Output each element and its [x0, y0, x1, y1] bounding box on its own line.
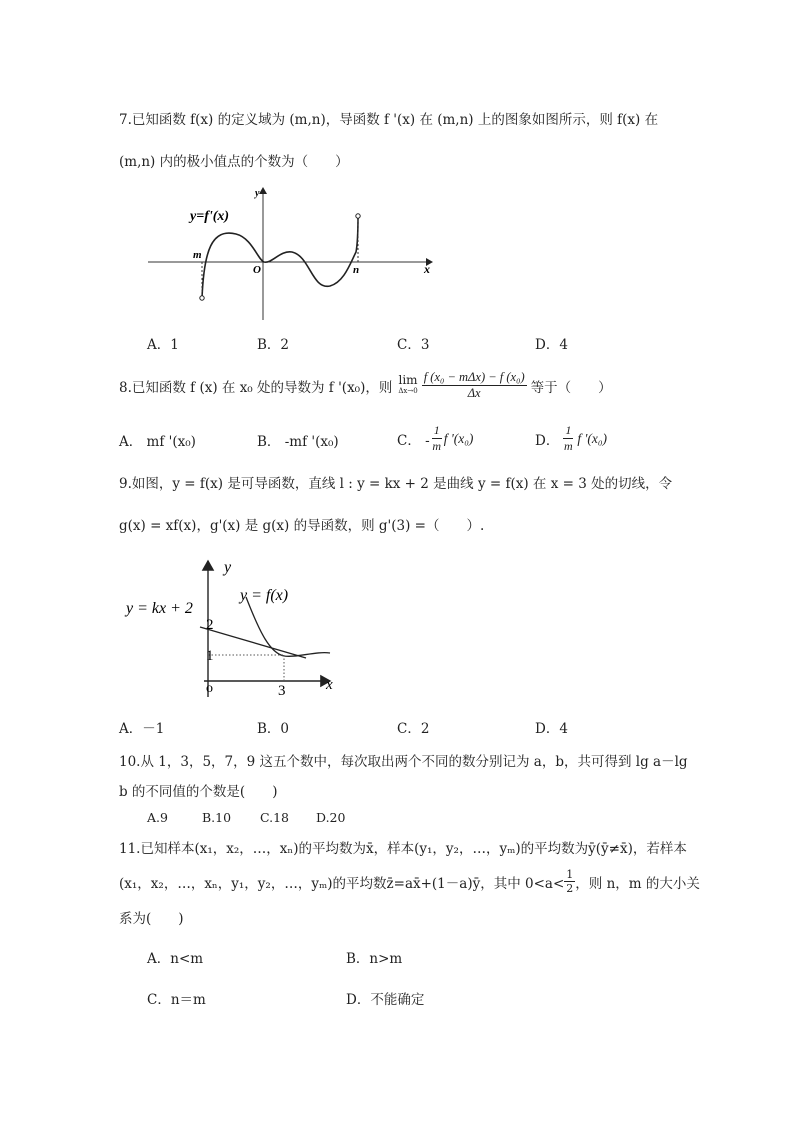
q7-option-a: A．1	[147, 337, 179, 353]
q7-y-label: y	[255, 188, 260, 199]
q11-line3: 系为( )	[119, 911, 184, 927]
q8-option-d-frac	[563, 423, 573, 454]
q9-tick-3: 3	[278, 683, 286, 699]
q9-y-label: y	[224, 559, 232, 576]
q8-option-c-prefix: C． -	[397, 432, 430, 449]
q11-line2-pre: (x₁，x₂，…，xₙ，y₁，y₂，…，yₘ)的平均数z̄=ax̄+(1－a)ȳ，其中 0<a<	[119, 875, 565, 892]
q11-option-a: A．n<m	[147, 951, 204, 967]
q9-curve-label: y = f(x)	[240, 587, 289, 604]
q8-option-c	[397, 423, 473, 454]
q7-m: m	[193, 249, 202, 261]
q7-option-d: D．4	[535, 337, 568, 353]
q8-option-d-prefix: D．	[535, 432, 560, 449]
q8-c-num: 1	[433, 423, 440, 437]
q7-n: n	[353, 264, 360, 276]
q8-lim: lim	[398, 372, 418, 387]
q9-option-d: D．4	[535, 721, 568, 737]
q11-frac-den: 2	[566, 882, 574, 895]
q8-option-b: B． -mf '(x₀)	[257, 434, 339, 450]
q8-prefix: 8.已知函数 f (x) 在 x₀ 处的导数为 f '(x₀)，则	[119, 379, 393, 396]
q11-frac	[564, 868, 575, 895]
q8-stem	[119, 370, 612, 401]
q8-limit	[398, 372, 418, 397]
q8-option-c-frac	[432, 423, 442, 454]
q9-line-label: y = kx + 2	[126, 600, 193, 617]
q7-option-b: B．2	[257, 337, 290, 353]
q8-fraction	[422, 370, 527, 401]
q8-d-num: 1	[565, 423, 572, 437]
q8-denominator: Δx	[467, 386, 481, 400]
q11-line1: 11.已知样本(x₁，x₂，…，xₙ)的平均数为x̄，样本(y₁，y₂，…，yₘ)的平均数为ȳ(ȳ≠x̄)，若样本	[119, 841, 687, 857]
q7-line2: (m,n) 内的极小值点的个数为（ ）	[119, 154, 349, 170]
q9-line2: g(x) = xf(x)，g'(x) 是 g(x) 的导函数，则 g'(3) =（ ）.	[119, 518, 485, 534]
q9-tick-1: 1	[206, 648, 214, 664]
q11-option-b: B．n>m	[346, 951, 403, 967]
q7-option-c: C．3	[397, 337, 430, 353]
q9-graph	[120, 555, 350, 705]
q7-x-label: x	[424, 262, 430, 276]
q10-line1: 10.从 1，3，5，7，9 这五个数中，每次取出两个不同的数分别记为 a，b，共可得到 lg a－lg	[119, 754, 688, 770]
q7-graph	[140, 180, 440, 330]
q8-d-den: m	[563, 439, 573, 453]
q9-x-label: x	[326, 677, 333, 693]
q8-option-a: A． mf '(x₀)	[119, 434, 196, 450]
q8-option-c-expr: f '(x₀)	[443, 430, 474, 446]
q8-lim-sub: Δx→0	[398, 386, 418, 395]
q11-frac-num: 1	[566, 868, 574, 881]
q11-line2-post: ，则 n，m 的大小关	[575, 875, 700, 892]
q8-c-den: m	[432, 439, 442, 453]
q8-option-d-expr: f '(x₀)	[577, 430, 608, 446]
q7-curve-label: y=f'(x)	[190, 209, 230, 224]
q11-option-d: D．不能确定	[346, 992, 425, 1008]
q11-line2	[119, 868, 700, 895]
q10-option-b: B.10	[202, 810, 232, 825]
q11-option-c: C．n＝m	[147, 992, 206, 1008]
q9-origin: o	[206, 681, 213, 696]
q10-option-d: D.20	[316, 810, 346, 825]
q9-line1: 9.如图，y = f(x) 是可导函数，直线 l : y = kx + 2 是曲线 y = f(x) 在 x = 3 处的切线，令	[119, 476, 673, 492]
q8-numerator: f (x₀ − mΔx) − f (x₀)	[423, 370, 525, 384]
q9-tick-2: 2	[206, 617, 214, 633]
q10-option-a: A.9	[147, 810, 168, 825]
q10-option-c: C.18	[260, 810, 289, 825]
q9-option-c: C．2	[397, 721, 430, 737]
q7-origin: O	[253, 264, 261, 276]
q7-line1: 7.已知函数 f(x) 的定义域为 (m,n)，导函数 f '(x) 在 (m,n) 上的图象如图所示，则 f(x) 在	[119, 112, 659, 128]
q8-option-d	[535, 423, 607, 454]
q10-line2: b 的不同值的个数是( )	[119, 784, 278, 800]
q9-option-b: B．0	[257, 721, 290, 737]
q9-option-a: A．－1	[119, 721, 165, 737]
q8-suffix: 等于（ ）	[530, 379, 612, 396]
